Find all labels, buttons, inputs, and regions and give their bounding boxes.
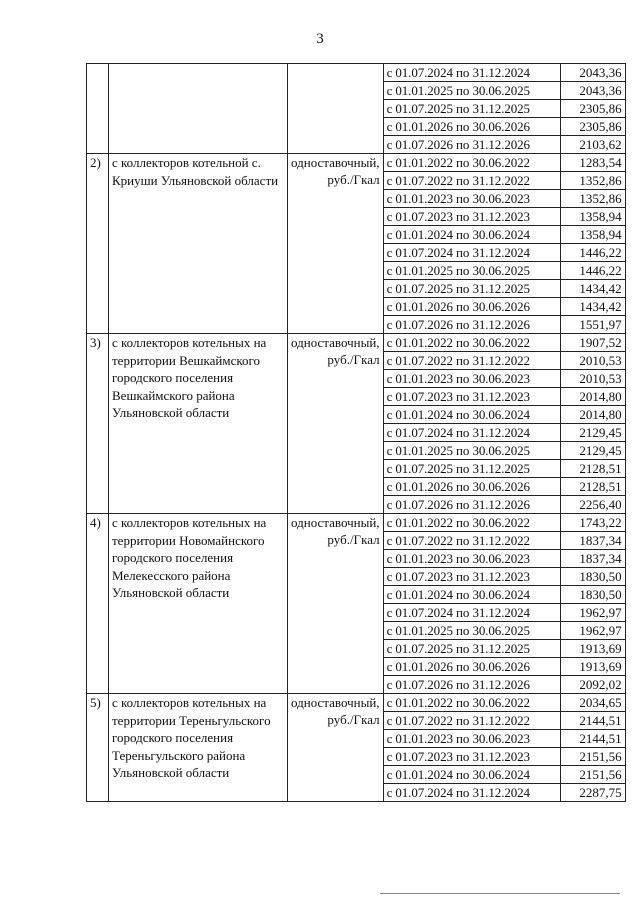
item-name: с коллекторов котельных на территории Новомайнского городского поселения Мелекесского района Ульяновской области [109,514,288,694]
period-cell: с 01.01.2022 по 30.06.2022 [383,514,560,532]
tariff-value-cell: 2010,53 [560,352,625,370]
footer-line [380,893,620,894]
table-row [87,154,626,172]
tariff-table [86,63,626,802]
period-cell: с 01.01.2025 по 30.06.2025 [383,442,560,460]
tariff-value-cell: 1837,34 [560,550,625,568]
period-cell: с 01.07.2022 по 31.12.2022 [383,712,560,730]
tariff-value-cell: 2305,86 [560,118,625,136]
tariff-value-cell: 1907,52 [560,334,625,352]
period-cell: с 01.01.2024 по 30.06.2024 [383,586,560,604]
period-cell: с 01.07.2025 по 31.12.2025 [383,460,560,478]
period-cell: с 01.01.2024 по 30.06.2024 [383,226,560,244]
period-cell: с 01.01.2026 по 30.06.2026 [383,478,560,496]
period-cell: с 01.01.2026 по 30.06.2026 [383,118,560,136]
tariff-value-cell: 1358,94 [560,226,625,244]
tariff-value-cell: 1551,97 [560,316,625,334]
tariff-unit: одноставочный, руб./Гкал [288,154,384,334]
period-cell: с 01.07.2025 по 31.12.2025 [383,100,560,118]
tariff-value-cell: 2014,80 [560,388,625,406]
period-cell: с 01.07.2023 по 31.12.2023 [383,388,560,406]
period-cell: с 01.01.2023 по 30.06.2023 [383,550,560,568]
tariff-value-cell: 2014,80 [560,406,625,424]
tariff-value-cell: 1352,86 [560,172,625,190]
tariff-value-cell: 2256,40 [560,496,625,514]
tariff-value-cell: 1830,50 [560,568,625,586]
period-cell: с 01.07.2023 по 31.12.2023 [383,748,560,766]
tariff-value-cell: 1913,69 [560,658,625,676]
period-cell: с 01.07.2026 по 31.12.2026 [383,496,560,514]
item-name: с коллекторов котельной с. Криуши Ульяновской области [109,154,288,334]
tariff-value-cell: 1913,69 [560,640,625,658]
period-cell: с 01.01.2025 по 30.06.2025 [383,262,560,280]
item-number: 4) [87,514,109,694]
tariff-value-cell: 1837,34 [560,532,625,550]
period-cell: с 01.07.2026 по 31.12.2026 [383,316,560,334]
period-cell: с 01.01.2022 по 30.06.2022 [383,154,560,172]
period-cell: с 01.07.2024 по 31.12.2024 [383,244,560,262]
tariff-value-cell: 1446,22 [560,262,625,280]
tariff-value-cell: 1962,97 [560,604,625,622]
item-name: с коллекторов котельных на территории Вешкаймского городского поселения Вешкаймского района Ульяновской области [109,334,288,514]
tariff-table-body [87,64,626,802]
tariff-value-cell: 2144,51 [560,730,625,748]
tariff-value-cell: 1358,94 [560,208,625,226]
page-number: 3 [316,31,324,47]
period-cell: с 01.01.2023 по 30.06.2023 [383,370,560,388]
tariff-unit: одноставочный, руб./Гкал [288,694,384,802]
item-number [87,64,109,154]
tariff-value-cell: 2129,45 [560,442,625,460]
period-cell: с 01.07.2023 по 31.12.2023 [383,568,560,586]
tariff-value-cell: 2128,51 [560,478,625,496]
table-row [87,64,626,82]
period-cell: с 01.07.2024 по 31.12.2024 [383,64,560,82]
tariff-value-cell: 2043,36 [560,82,625,100]
tariff-value-cell: 1830,50 [560,586,625,604]
tariff-value-cell: 1283,54 [560,154,625,172]
tariff-value-cell: 2128,51 [560,460,625,478]
tariff-value-cell: 2151,56 [560,748,625,766]
period-cell: с 01.01.2022 по 30.06.2022 [383,694,560,712]
tariff-unit [288,64,384,154]
period-cell: с 01.01.2023 по 30.06.2023 [383,730,560,748]
tariff-value-cell: 2043,36 [560,64,625,82]
period-cell: с 01.01.2023 по 30.06.2023 [383,190,560,208]
period-cell: с 01.07.2024 по 31.12.2024 [383,604,560,622]
period-cell: с 01.07.2026 по 31.12.2026 [383,676,560,694]
tariff-value-cell: 1446,22 [560,244,625,262]
tariff-unit: одноставочный, руб./Гкал [288,334,384,514]
tariff-value-cell: 2103,62 [560,136,625,154]
period-cell: с 01.01.2022 по 30.06.2022 [383,334,560,352]
tariff-value-cell: 2034,65 [560,694,625,712]
tariff-value-cell: 1434,42 [560,298,625,316]
tariff-value-cell: 1352,86 [560,190,625,208]
period-cell: с 01.07.2023 по 31.12.2023 [383,208,560,226]
period-cell: с 01.01.2026 по 30.06.2026 [383,298,560,316]
item-number: 5) [87,694,109,802]
period-cell: с 01.07.2026 по 31.12.2026 [383,136,560,154]
tariff-value-cell: 2129,45 [560,424,625,442]
tariff-value-cell: 2305,86 [560,100,625,118]
period-cell: с 01.07.2022 по 31.12.2022 [383,532,560,550]
period-cell: с 01.07.2025 по 31.12.2025 [383,280,560,298]
tariff-value-cell: 2010,53 [560,370,625,388]
tariff-unit: одноставочный, руб./Гкал [288,514,384,694]
period-cell: с 01.01.2025 по 30.06.2025 [383,82,560,100]
item-name [109,64,288,154]
period-cell: с 01.07.2022 по 31.12.2022 [383,352,560,370]
period-cell: с 01.01.2025 по 30.06.2025 [383,622,560,640]
period-cell: с 01.07.2025 по 31.12.2025 [383,640,560,658]
tariff-value-cell: 1962,97 [560,622,625,640]
tariff-value-cell: 1743,22 [560,514,625,532]
tariff-value-cell: 2144,51 [560,712,625,730]
period-cell: с 01.07.2022 по 31.12.2022 [383,172,560,190]
period-cell: с 01.01.2024 по 30.06.2024 [383,406,560,424]
period-cell: с 01.01.2026 по 30.06.2026 [383,658,560,676]
tariff-value-cell: 2092,02 [560,676,625,694]
item-number: 2) [87,154,109,334]
table-row [87,514,626,532]
period-cell: с 01.01.2024 по 30.06.2024 [383,766,560,784]
tariff-value-cell: 1434,42 [560,280,625,298]
item-name: с коллекторов котельных на территории Тереньгульского городского поселения Тереньгульского района Ульяновской области [109,694,288,802]
tariff-value-cell: 2151,56 [560,766,625,784]
period-cell: с 01.07.2024 по 31.12.2024 [383,784,560,802]
period-cell: с 01.07.2024 по 31.12.2024 [383,424,560,442]
tariff-value-cell: 2287,75 [560,784,625,802]
item-number: 3) [87,334,109,514]
table-row [87,334,626,352]
table-row [87,694,626,712]
